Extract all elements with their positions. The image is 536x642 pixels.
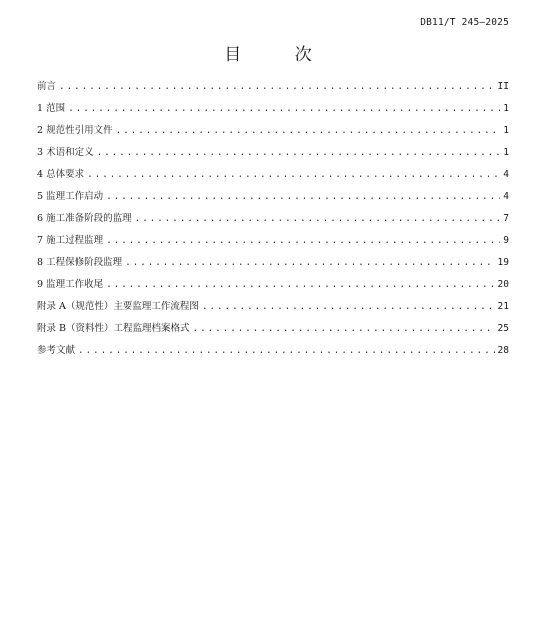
toc-entry-page: 1 — [503, 125, 509, 136]
toc-entry-page: 19 — [497, 257, 509, 268]
toc-entry-scope[interactable] — [37, 100, 509, 122]
toc-entry-label: 参考文献 — [37, 345, 76, 356]
toc-entry-label: 5 监理工作启动 — [37, 191, 104, 202]
toc-entry-label: 7 施工过程监理 — [37, 235, 104, 246]
document-code: DB11/T 245—2025 — [420, 17, 509, 28]
toc-entry-page: 4 — [503, 169, 509, 180]
toc-entry-label: 6 施工准备阶段的监理 — [37, 213, 132, 224]
toc-entry-terms-definitions[interactable] — [37, 144, 509, 166]
toc-leader-dots — [68, 103, 500, 114]
toc-leader-dots — [202, 301, 495, 312]
toc-entry-warranty-stage[interactable] — [37, 254, 509, 276]
toc-entry-closeout[interactable] — [37, 276, 509, 298]
toc-entry-page: 4 — [503, 191, 509, 202]
toc-entry-label: 9 监理工作收尾 — [37, 279, 104, 290]
toc-leader-dots — [106, 279, 494, 290]
toc-entry-label: 3 术语和定义 — [37, 147, 94, 158]
toc-entry-normative-references[interactable] — [37, 122, 509, 144]
toc-entry-appendix-b[interactable] — [37, 320, 509, 342]
toc-entry-page: 20 — [497, 279, 509, 290]
toc-entry-page: 7 — [503, 213, 509, 224]
toc-entry-foreword[interactable] — [37, 78, 509, 100]
toc-entry-appendix-a[interactable] — [37, 298, 509, 320]
toc-leader-dots — [125, 257, 494, 268]
toc-entry-page: 25 — [497, 323, 509, 334]
toc-leader-dots — [106, 191, 500, 202]
toc-entry-page: 1 — [503, 103, 509, 114]
toc-entry-page: 1 — [503, 147, 509, 158]
toc-leader-dots — [97, 147, 501, 158]
toc-leader-dots — [59, 81, 495, 92]
toc-leader-dots — [106, 235, 500, 246]
toc-entry-preparation-stage[interactable] — [37, 210, 509, 232]
toc-entry-label: 2 规范性引用文件 — [37, 125, 113, 136]
toc-entry-supervision-start[interactable] — [37, 188, 509, 210]
toc-entry-page: II — [497, 81, 509, 92]
toc-entry-page: 9 — [503, 235, 509, 246]
toc-leader-dots — [135, 213, 501, 224]
toc-entry-label: 1 范围 — [37, 103, 66, 114]
toc-entry-construction-process[interactable] — [37, 232, 509, 254]
toc-entry-label: 附录 B（资料性）工程监理档案格式 — [37, 323, 190, 334]
toc-title: 目 次 — [224, 45, 336, 65]
toc-leader-dots — [193, 323, 495, 334]
toc-entry-page: 28 — [497, 345, 509, 356]
toc-leader-dots — [87, 169, 500, 180]
toc-entry-bibliography[interactable] — [37, 342, 509, 364]
toc-entry-page: 21 — [497, 301, 509, 312]
toc-entry-general-requirements[interactable] — [37, 166, 509, 188]
toc-entry-label: 前言 — [37, 81, 57, 92]
toc-leader-dots — [78, 345, 495, 356]
toc-entry-label: 4 总体要求 — [37, 169, 85, 180]
toc-entry-label: 8 工程保修阶段监理 — [37, 257, 123, 268]
toc-entry-label: 附录 A（规范性）主要监理工作流程图 — [37, 301, 199, 312]
table-of-contents — [37, 78, 509, 364]
toc-leader-dots — [116, 125, 501, 136]
